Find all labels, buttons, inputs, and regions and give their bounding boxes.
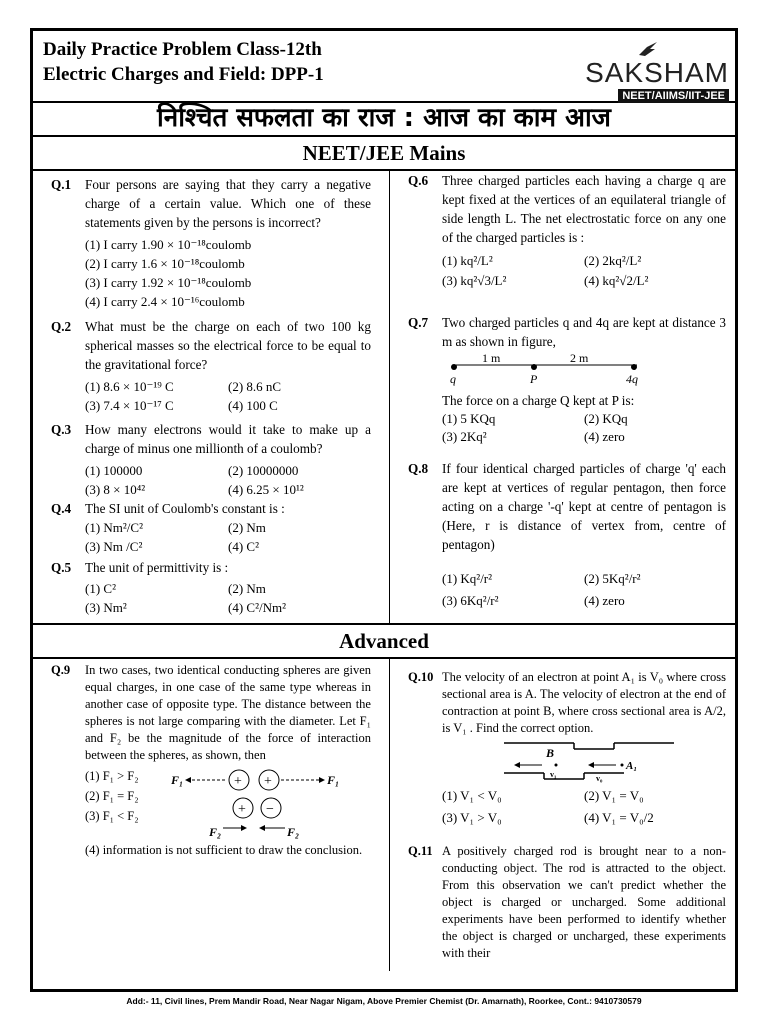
question-text: How many electrons would it take to make up a charge of minus one millionth of a coulomb?: [85, 422, 371, 456]
option-1: (1) F₁ > F₂: [85, 769, 139, 783]
option-2: (2) 5Kq²/r²: [584, 571, 641, 586]
option-2: (2) 10000000: [228, 463, 299, 478]
force-label-f2-left: F₂: [209, 825, 222, 839]
question-number: Q.4: [51, 501, 72, 516]
question-number: Q.10: [408, 670, 434, 684]
option-4: (4) information is not sufficient to draw the conclusion.: [85, 843, 363, 857]
option-4: (4) V₁ = V₀/2: [584, 810, 654, 825]
question-text: If four identical charged particles of charge 'q' each are kept at vertices of regular pentagon, then force acting on a charge '-q' kept at centre of pentagon is (Here, r is distance of vertex from, centre of pentagon): [442, 461, 726, 552]
question-number: Q.8: [408, 461, 429, 476]
option-4: (4) zero: [584, 429, 625, 444]
question-number: Q.11: [408, 844, 433, 858]
question-10: [408, 669, 726, 829]
option-1: (1) kq²/L²: [442, 253, 493, 268]
divider: [33, 657, 735, 659]
option-4: (4) zero: [584, 593, 625, 608]
divider: [33, 623, 735, 625]
option-2: (2) F₁ = F₂: [85, 789, 139, 803]
option-4: (4) 6.25 × 10¹²: [228, 482, 304, 497]
worksheet: [30, 28, 738, 992]
question-5: [51, 558, 371, 617]
option-1: (1) I carry 1.90 × 10⁻¹⁸coulomb: [85, 237, 252, 252]
question-text: The unit of permittivity is :: [85, 560, 229, 575]
question-text: Three charged particles each having a charge q are kept fixed at the vertices of an equilateral triangle of side length L. The net electrostatic force on any one of the charged particles is :: [442, 173, 726, 245]
question-text: The velocity of an electron at point A₁ is V₀ where cross sectional area is A. The velocity of electron at the end of contraction at point B, where cross sectional area is A/2, is V₁ . Find the correct option.: [442, 670, 726, 735]
option-3: (3) F₁ < F₂: [85, 809, 139, 823]
bird-icon: [637, 41, 659, 57]
point-p-dot: [531, 364, 537, 370]
label-a1: A₁: [626, 760, 638, 772]
option-3: (3) Nm /C²: [85, 539, 143, 554]
question-7: [408, 313, 726, 446]
option-2: (2) V₁ = V₀: [584, 788, 644, 803]
label-q: q: [450, 372, 456, 386]
option-1: (1) 100000: [85, 463, 143, 478]
question-number: Q.7: [408, 315, 429, 330]
header: [33, 31, 735, 103]
option-2: (2) KQq: [584, 411, 628, 426]
column-divider: [389, 659, 390, 971]
question-text: Four persons are saying that they carry a negative charge of a certain value. Which one of these statements given by the persons is incorrect?: [85, 177, 371, 230]
column-divider: [389, 171, 390, 623]
label-v0: v₀: [596, 774, 603, 783]
option-4: (4) C²/Nm²: [228, 600, 286, 615]
option-3: (3) I carry 1.92 × 10⁻¹⁸coulomb: [85, 275, 252, 290]
saksham-logo: [569, 39, 729, 102]
charge-4q-dot: [631, 364, 637, 370]
option-2: (2) Nm: [228, 581, 266, 596]
plus-sign: +: [238, 802, 246, 817]
option-3: (3) kq²√3/L²: [442, 273, 507, 288]
question-4: [51, 499, 371, 556]
question-number: Q.9: [51, 663, 71, 677]
option-3: (3) 8 × 10⁴²: [85, 482, 146, 497]
distance-2: 2 m: [570, 351, 589, 365]
force-label-f1-left: F₁: [171, 773, 184, 787]
question-text: The SI unit of Coulomb's constant is :: [85, 501, 285, 516]
option-1: (1) V₁ < V₀: [442, 788, 502, 803]
logo-subtitle: NEET/AIIMS/IIT-JEE: [618, 89, 729, 103]
title-line-1: Daily Practice Problem Class-12th: [43, 39, 322, 60]
charge-q-dot: [451, 364, 457, 370]
question-number: Q.6: [408, 173, 429, 188]
question-2: [51, 317, 371, 415]
option-4: (4) kq²√2/L²: [584, 273, 649, 288]
option-1: (1) 8.6 × 10⁻¹⁹ C: [85, 379, 174, 394]
option-1: (1) 5 KQq: [442, 411, 496, 426]
option-2: (2) 8.6 nC: [228, 379, 282, 394]
option-3: (3) 2Kq²: [442, 429, 487, 444]
question-3: [51, 420, 371, 499]
option-3: (3) Nm²: [85, 600, 127, 615]
question-subtext: The force on a charge Q kept at P is:: [442, 393, 635, 408]
section-title-advanced: Advanced: [339, 629, 429, 653]
minus-sign: −: [266, 802, 274, 817]
question-6: [408, 171, 726, 291]
title-line-2: Electric Charges and Field: DPP-1: [43, 64, 324, 85]
option-4: (4) 100 C: [228, 398, 278, 413]
label-v1: v₁: [550, 770, 557, 779]
question-number: Q.1: [51, 177, 72, 192]
option-2: (2) I carry 1.6 × 10⁻¹⁸coulomb: [85, 256, 245, 271]
option-4: (4) C²: [228, 539, 259, 554]
option-3: (3) V₁ > V₀: [442, 810, 502, 825]
force-label-f2-right: F₂: [287, 825, 300, 839]
question-text: In two cases, two identical conducting spheres are given equal charges, in one case of the same type whereas in another case of opposite type. The distance between the spheres is not large comparing with the diameter. Let F₁ and F₂ be the magnitude of the force of interaction between the spheres, as shown, then: [85, 663, 371, 762]
section-title-mains: NEET/JEE Mains: [302, 141, 466, 165]
question-9: [51, 662, 371, 859]
question-8: [408, 459, 726, 612]
option-1: (1) Kq²/r²: [442, 571, 493, 586]
question-number: Q.2: [51, 319, 72, 334]
question-number: Q.5: [51, 560, 72, 575]
option-2: (2) 2kq²/L²: [584, 253, 642, 268]
question-11: [408, 843, 726, 962]
question-text: What must be the charge on each of two 100 kg spherical masses so the electrical force to be equal to the gravitational force?: [85, 319, 371, 372]
label-b: B: [546, 746, 555, 760]
footer-address: Add:- 11, Civil lines, Prem Mandir Road, Near Nagar Nigam, Above Premier Chemist (Dr. Amarnath), Roorkee, Cont.: 9410730579: [126, 996, 642, 1006]
question-text: Two charged particles q and 4q are kept at distance 3 m as shown in figure,: [442, 315, 726, 349]
option-3: (3) 6Kq²/r²: [442, 593, 499, 608]
motto-banner: निश्चित सफलता का राज : आज का काम आज: [33, 101, 735, 137]
question-1: [51, 175, 371, 311]
tube-figure: [504, 737, 684, 785]
option-4: (4) I carry 2.4 × 10⁻¹⁶coulomb: [85, 294, 245, 309]
logo-text: SAKSHAM: [585, 57, 729, 88]
charges-figure: [442, 351, 702, 391]
question-text: A positively charged rod is brought near to a non-conducting object. The rod is attracted to the object. From this observation we can't predict whether the object is charged or uncharged. Some additional experiments have been performed to identify whether the object is charged or uncharged, these experiments with their: [442, 844, 726, 960]
plus-sign: +: [234, 774, 242, 789]
option-1: (1) Nm²/C²: [85, 520, 143, 535]
spheres-figure: [171, 764, 351, 842]
label-p: P: [530, 372, 538, 386]
option-1: (1) C²: [85, 581, 116, 596]
force-label-f1-right: F₁: [327, 773, 340, 787]
plus-sign: +: [264, 774, 272, 789]
option-2: (2) Nm: [228, 520, 266, 535]
label-4q: 4q: [626, 372, 638, 386]
question-number: Q.3: [51, 422, 72, 437]
option-3: (3) 7.4 × 10⁻¹⁷ C: [85, 398, 174, 413]
distance-1: 1 m: [482, 351, 501, 365]
